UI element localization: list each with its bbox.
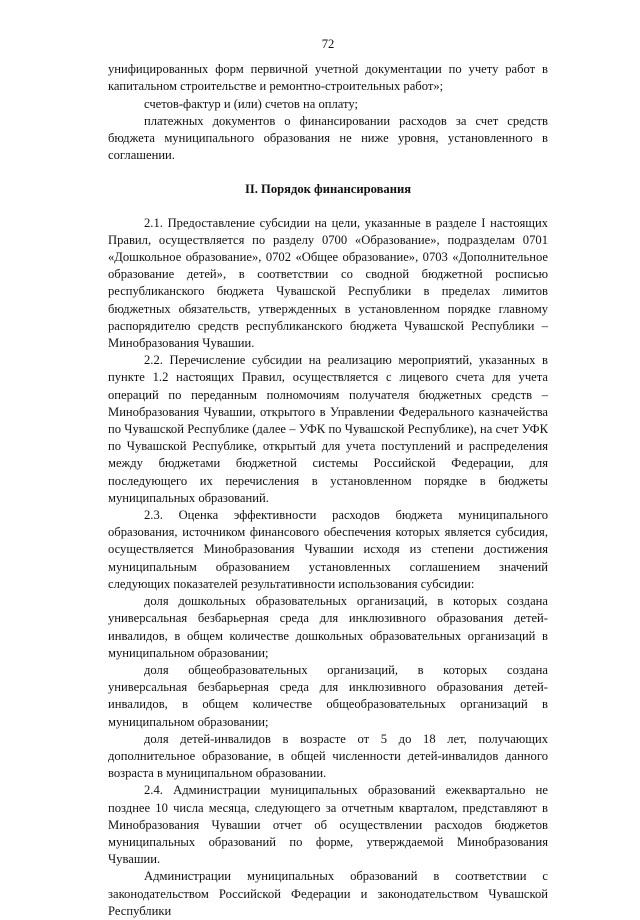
paragraph: доля детей-инвалидов в возрасте от 5 до 18 лет, получающих дополнительное образование, в общей численности детей-инвалидов данного возраста в муниципальном образовании. xyxy=(108,731,548,781)
paragraph: счетов-фактур и (или) счетов на оплату; xyxy=(144,96,359,111)
paragraph: платежных документов о финансировании расходов за счет средств бюджета муниципального образования не ниже уровня, установленного в соглашении. xyxy=(108,113,548,163)
main-paragraphs xyxy=(108,215,548,920)
paragraph: 2.2. Перечисление субсидии на реализацию мероприятий, указанных в пункте 1.2 настоящих Правил, осуществляется с лицевого счета для учета операций по переданным полномочиям получателя бюджетных средств – Минобразования Чувашии, открытого в Управлении Федерального казначейства по Чувашской Республике (далее – УФК по Чувашской Республике), на счет УФК по Чувашской Республике, открытый для учета поступлений и распределения между бюджетами бюджетной системы Российской Федерации, для последующего их перечисления в установленном порядке в бюджеты муниципальных образований. xyxy=(108,353,548,505)
paragraph: доля дошкольных образовательных организаций, в которых создана универсальная безбарьерная среда для инклюзивного образования детей-инвалидов, в общем количестве дошкольных образовательных организаций в муниципальном образовании; xyxy=(108,594,548,660)
paragraph: 2.4. Администрации муниципальных образований ежеквартально не позднее 10 числа месяца, следующего за отчетным кварталом, представляют в Минобразования Чувашии отчет об осуществлении расходов бюджетов муниципальных образований по форме, утверждаемой Минобразования Чувашии. xyxy=(108,783,548,867)
paragraph: унифицированных форм первичной учетной документации по учету работ в капитальном строительстве и ремонтно-строительных работ»; xyxy=(108,62,548,94)
page-number: 72 xyxy=(321,37,335,51)
paragraph: Администрации муниципальных образований в соответствии с законодательством Российской Федерации и законодательством Чувашской Республики xyxy=(108,869,548,918)
document-page xyxy=(108,36,548,920)
paragraph: 2.3. Оценка эффективности расходов бюджета муниципального образования, источником финансового обеспечения которых является субсидия, осуществляется Минобразования Чувашии исходя из степени достижения муниципальным образованием установленных соглашением значений следующих показателей результативности использования субсидии: xyxy=(108,508,548,591)
paragraph: доля общеобразовательных организаций, в которых создана универсальная безбарьерная среда для инклюзивного образования детей-инвалидов, в общем количестве общеобразовательных организаций в муниципальном образовании; xyxy=(108,662,548,729)
section-heading: II. Порядок финансирования xyxy=(244,182,412,197)
top-paragraphs xyxy=(108,61,548,164)
paragraph: 2.1. Предоставление субсидии на цели, указанные в разделе I настоящих Правил, осуществляется по разделу 0700 «Образование», подразделам 0701 «Дошкольное образование», 0702 «Общее образование», 0703 «Дополнительное образование детей», в соответствии со сводной бюджетной росписью республиканского бюджета Чувашской Республики в пределах лимитов бюджетных обязательств, утвержденных в установленном порядке главному распорядителю средств республиканского бюджета Чувашской Республики – Минобразования Чувашии. xyxy=(108,215,548,351)
